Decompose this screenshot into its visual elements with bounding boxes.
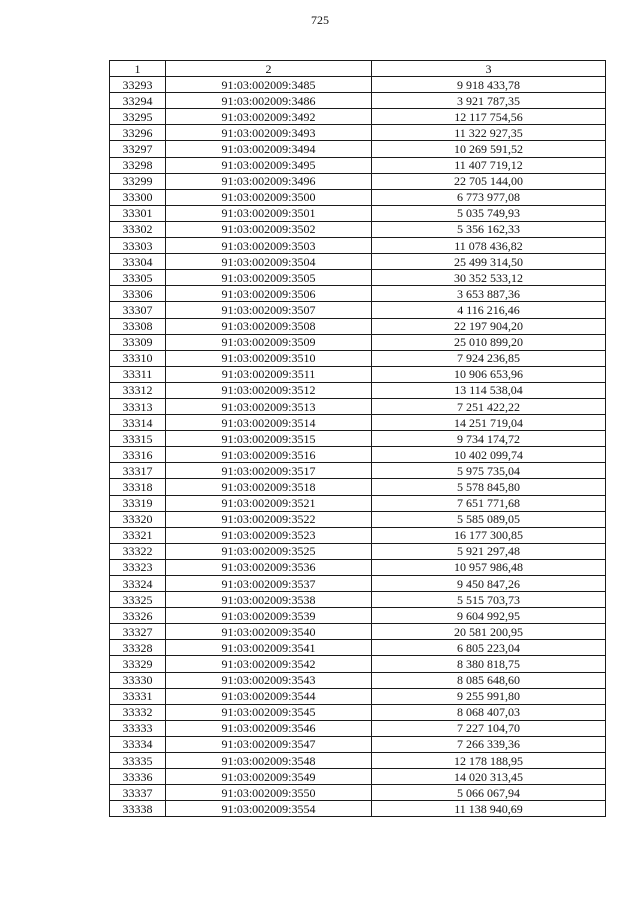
cadastral-value-cell: 7 266 339,36 bbox=[372, 736, 606, 752]
table-row bbox=[110, 334, 606, 350]
table-row bbox=[110, 270, 606, 286]
row-number-cell: 33311 bbox=[110, 366, 166, 382]
cadastral-value-cell: 30 352 533,12 bbox=[372, 270, 606, 286]
table-row bbox=[110, 672, 606, 688]
table-row bbox=[110, 688, 606, 704]
cadastral-value-cell: 11 322 927,35 bbox=[372, 125, 606, 141]
cadastral-value-cell: 5 035 749,93 bbox=[372, 205, 606, 221]
table-row bbox=[110, 125, 606, 141]
cadastral-value-cell: 5 578 845,80 bbox=[372, 479, 606, 495]
row-number-cell: 33304 bbox=[110, 254, 166, 270]
row-number-cell: 33294 bbox=[110, 93, 166, 109]
row-number-cell: 33300 bbox=[110, 189, 166, 205]
cadastral-value-cell: 14 020 313,45 bbox=[372, 769, 606, 785]
table-row bbox=[110, 382, 606, 398]
cadastral-number-cell: 91:03:002009:3501 bbox=[166, 205, 372, 221]
cadastral-value-cell: 12 178 188,95 bbox=[372, 753, 606, 769]
cadastral-value-cell: 5 921 297,48 bbox=[372, 543, 606, 559]
cadastral-value-cell: 16 177 300,85 bbox=[372, 527, 606, 543]
cadastral-number-cell: 91:03:002009:3503 bbox=[166, 238, 372, 254]
cadastral-number-cell: 91:03:002009:3485 bbox=[166, 77, 372, 93]
cadastral-value-cell: 11 078 436,82 bbox=[372, 238, 606, 254]
row-number-cell: 33313 bbox=[110, 398, 166, 414]
row-number-cell: 33334 bbox=[110, 736, 166, 752]
column-header-3: 3 bbox=[372, 61, 606, 77]
row-number-cell: 33309 bbox=[110, 334, 166, 350]
table-body bbox=[110, 77, 606, 817]
cadastral-value-cell: 3 653 887,36 bbox=[372, 286, 606, 302]
cadastral-number-cell: 91:03:002009:3540 bbox=[166, 624, 372, 640]
cadastral-value-cell: 5 975 735,04 bbox=[372, 463, 606, 479]
table-row bbox=[110, 366, 606, 382]
table-row bbox=[110, 592, 606, 608]
row-number-cell: 33338 bbox=[110, 801, 166, 817]
column-header-1: 1 bbox=[110, 61, 166, 77]
cadastral-value-cell: 5 585 089,05 bbox=[372, 511, 606, 527]
table-row bbox=[110, 801, 606, 817]
cadastral-value-cell: 7 924 236,85 bbox=[372, 350, 606, 366]
cadastral-number-cell: 91:03:002009:3547 bbox=[166, 736, 372, 752]
cadastral-number-cell: 91:03:002009:3522 bbox=[166, 511, 372, 527]
cadastral-number-cell: 91:03:002009:3541 bbox=[166, 640, 372, 656]
cadastral-number-cell: 91:03:002009:3496 bbox=[166, 173, 372, 189]
table-row bbox=[110, 205, 606, 221]
table-header bbox=[110, 61, 606, 77]
cadastral-value-cell: 8 380 818,75 bbox=[372, 656, 606, 672]
cadastral-number-cell: 91:03:002009:3506 bbox=[166, 286, 372, 302]
row-number-cell: 33319 bbox=[110, 495, 166, 511]
row-number-cell: 33321 bbox=[110, 527, 166, 543]
cadastral-number-cell: 91:03:002009:3518 bbox=[166, 479, 372, 495]
row-number-cell: 33293 bbox=[110, 77, 166, 93]
table-row bbox=[110, 431, 606, 447]
row-number-cell: 33315 bbox=[110, 431, 166, 447]
cadastral-number-cell: 91:03:002009:3537 bbox=[166, 576, 372, 592]
row-number-cell: 33323 bbox=[110, 559, 166, 575]
table-row bbox=[110, 704, 606, 720]
table-row bbox=[110, 720, 606, 736]
cadastral-number-cell: 91:03:002009:3486 bbox=[166, 93, 372, 109]
cadastral-value-cell: 9 255 991,80 bbox=[372, 688, 606, 704]
table-row bbox=[110, 753, 606, 769]
table-row bbox=[110, 769, 606, 785]
cadastral-value-cell: 25 010 899,20 bbox=[372, 334, 606, 350]
cadastral-number-cell: 91:03:002009:3510 bbox=[166, 350, 372, 366]
cadastral-value-cell: 6 773 977,08 bbox=[372, 189, 606, 205]
row-number-cell: 33310 bbox=[110, 350, 166, 366]
cadastral-value-cell: 4 116 216,46 bbox=[372, 302, 606, 318]
row-number-cell: 33307 bbox=[110, 302, 166, 318]
table-row bbox=[110, 350, 606, 366]
cadastral-number-cell: 91:03:002009:3505 bbox=[166, 270, 372, 286]
cadastral-number-cell: 91:03:002009:3493 bbox=[166, 125, 372, 141]
cadastral-number-cell: 91:03:002009:3512 bbox=[166, 382, 372, 398]
cadastral-number-cell: 91:03:002009:3517 bbox=[166, 463, 372, 479]
cadastral-value-cell: 8 068 407,03 bbox=[372, 704, 606, 720]
row-number-cell: 33316 bbox=[110, 447, 166, 463]
row-number-cell: 33332 bbox=[110, 704, 166, 720]
table-row bbox=[110, 93, 606, 109]
cadastral-number-cell: 91:03:002009:3539 bbox=[166, 608, 372, 624]
row-number-cell: 33337 bbox=[110, 785, 166, 801]
row-number-cell: 33317 bbox=[110, 463, 166, 479]
table-row bbox=[110, 238, 606, 254]
row-number-cell: 33312 bbox=[110, 382, 166, 398]
cadastral-number-cell: 91:03:002009:3546 bbox=[166, 720, 372, 736]
table-row bbox=[110, 318, 606, 334]
table-row bbox=[110, 576, 606, 592]
table-row bbox=[110, 221, 606, 237]
cadastral-number-cell: 91:03:002009:3500 bbox=[166, 189, 372, 205]
table-row bbox=[110, 77, 606, 93]
cadastral-number-cell: 91:03:002009:3516 bbox=[166, 447, 372, 463]
cadastral-number-cell: 91:03:002009:3508 bbox=[166, 318, 372, 334]
cadastral-value-cell: 3 921 787,35 bbox=[372, 93, 606, 109]
row-number-cell: 33328 bbox=[110, 640, 166, 656]
table-row bbox=[110, 302, 606, 318]
cadastral-value-cell: 9 604 992,95 bbox=[372, 608, 606, 624]
cadastral-value-cell: 9 450 847,26 bbox=[372, 576, 606, 592]
cadastral-value-cell: 13 114 538,04 bbox=[372, 382, 606, 398]
row-number-cell: 33331 bbox=[110, 688, 166, 704]
cadastral-value-cell: 10 957 986,48 bbox=[372, 559, 606, 575]
row-number-cell: 33322 bbox=[110, 543, 166, 559]
table-row bbox=[110, 527, 606, 543]
table-row bbox=[110, 415, 606, 431]
cadastral-number-cell: 91:03:002009:3507 bbox=[166, 302, 372, 318]
cadastral-number-cell: 91:03:002009:3513 bbox=[166, 398, 372, 414]
cadastral-number-cell: 91:03:002009:3523 bbox=[166, 527, 372, 543]
row-number-cell: 33326 bbox=[110, 608, 166, 624]
cadastral-number-cell: 91:03:002009:3549 bbox=[166, 769, 372, 785]
row-number-cell: 33330 bbox=[110, 672, 166, 688]
row-number-cell: 33308 bbox=[110, 318, 166, 334]
row-number-cell: 33324 bbox=[110, 576, 166, 592]
table-row bbox=[110, 543, 606, 559]
cadastral-number-cell: 91:03:002009:3538 bbox=[166, 592, 372, 608]
row-number-cell: 33335 bbox=[110, 753, 166, 769]
table-row bbox=[110, 559, 606, 575]
table-row bbox=[110, 785, 606, 801]
table-row bbox=[110, 286, 606, 302]
row-number-cell: 33297 bbox=[110, 141, 166, 157]
cadastral-number-cell: 91:03:002009:3504 bbox=[166, 254, 372, 270]
cadastral-value-cell: 9 918 433,78 bbox=[372, 77, 606, 93]
cadastral-number-cell: 91:03:002009:3492 bbox=[166, 109, 372, 125]
header-row bbox=[110, 61, 606, 77]
cadastral-value-cell: 25 499 314,50 bbox=[372, 254, 606, 270]
cadastral-number-cell: 91:03:002009:3544 bbox=[166, 688, 372, 704]
cadastral-number-cell: 91:03:002009:3542 bbox=[166, 656, 372, 672]
table-row bbox=[110, 656, 606, 672]
table-row bbox=[110, 479, 606, 495]
cadastral-number-cell: 91:03:002009:3515 bbox=[166, 431, 372, 447]
table-row bbox=[110, 624, 606, 640]
cadastral-number-cell: 91:03:002009:3545 bbox=[166, 704, 372, 720]
row-number-cell: 33320 bbox=[110, 511, 166, 527]
table-row bbox=[110, 495, 606, 511]
row-number-cell: 33333 bbox=[110, 720, 166, 736]
cadastral-number-cell: 91:03:002009:3554 bbox=[166, 801, 372, 817]
cadastral-value-cell: 22 197 904,20 bbox=[372, 318, 606, 334]
cadastral-value-cell: 8 085 648,60 bbox=[372, 672, 606, 688]
table-row bbox=[110, 511, 606, 527]
cadastral-value-cell: 7 251 422,22 bbox=[372, 398, 606, 414]
page-number: 725 bbox=[311, 13, 329, 27]
row-number-cell: 33325 bbox=[110, 592, 166, 608]
row-number-cell: 33327 bbox=[110, 624, 166, 640]
cadastral-value-cell: 6 805 223,04 bbox=[372, 640, 606, 656]
row-number-cell: 33303 bbox=[110, 238, 166, 254]
column-header-2: 2 bbox=[166, 61, 372, 77]
cadastral-value-cell: 5 066 067,94 bbox=[372, 785, 606, 801]
cadastral-value-cell: 5 515 703,73 bbox=[372, 592, 606, 608]
row-number-cell: 33305 bbox=[110, 270, 166, 286]
cadastral-number-cell: 91:03:002009:3521 bbox=[166, 495, 372, 511]
cadastral-number-cell: 91:03:002009:3502 bbox=[166, 221, 372, 237]
cadastral-value-cell: 10 402 099,74 bbox=[372, 447, 606, 463]
table-row bbox=[110, 608, 606, 624]
table-row bbox=[110, 398, 606, 414]
cadastral-number-cell: 91:03:002009:3495 bbox=[166, 157, 372, 173]
cadastral-value-cell: 10 269 591,52 bbox=[372, 141, 606, 157]
cadastral-value-cell: 11 138 940,69 bbox=[372, 801, 606, 817]
table-row bbox=[110, 463, 606, 479]
table-row bbox=[110, 157, 606, 173]
row-number-cell: 33314 bbox=[110, 415, 166, 431]
cadastral-number-cell: 91:03:002009:3525 bbox=[166, 543, 372, 559]
cadastral-value-cell: 10 906 653,96 bbox=[372, 366, 606, 382]
cadastral-value-cell: 22 705 144,00 bbox=[372, 173, 606, 189]
row-number-cell: 33329 bbox=[110, 656, 166, 672]
cadastral-number-cell: 91:03:002009:3550 bbox=[166, 785, 372, 801]
row-number-cell: 33302 bbox=[110, 221, 166, 237]
cadastral-value-cell: 14 251 719,04 bbox=[372, 415, 606, 431]
cadastral-value-cell: 12 117 754,56 bbox=[372, 109, 606, 125]
cadastral-value-cell: 7 651 771,68 bbox=[372, 495, 606, 511]
cadastral-number-cell: 91:03:002009:3548 bbox=[166, 753, 372, 769]
cadastral-number-cell: 91:03:002009:3494 bbox=[166, 141, 372, 157]
cadastral-number-cell: 91:03:002009:3543 bbox=[166, 672, 372, 688]
cadastral-number-cell: 91:03:002009:3511 bbox=[166, 366, 372, 382]
table-row bbox=[110, 141, 606, 157]
row-number-cell: 33306 bbox=[110, 286, 166, 302]
table-row bbox=[110, 254, 606, 270]
table-row bbox=[110, 189, 606, 205]
row-number-cell: 33336 bbox=[110, 769, 166, 785]
cadastral-number-cell: 91:03:002009:3514 bbox=[166, 415, 372, 431]
table-row bbox=[110, 640, 606, 656]
row-number-cell: 33298 bbox=[110, 157, 166, 173]
cadastral-value-cell: 5 356 162,33 bbox=[372, 221, 606, 237]
cadastral-number-cell: 91:03:002009:3536 bbox=[166, 559, 372, 575]
row-number-cell: 33301 bbox=[110, 205, 166, 221]
cadastral-value-cell: 11 407 719,12 bbox=[372, 157, 606, 173]
table-row bbox=[110, 447, 606, 463]
row-number-cell: 33299 bbox=[110, 173, 166, 189]
cadastral-value-table bbox=[109, 60, 606, 817]
row-number-cell: 33295 bbox=[110, 109, 166, 125]
row-number-cell: 33296 bbox=[110, 125, 166, 141]
cadastral-number-cell: 91:03:002009:3509 bbox=[166, 334, 372, 350]
row-number-cell: 33318 bbox=[110, 479, 166, 495]
cadastral-value-cell: 9 734 174,72 bbox=[372, 431, 606, 447]
cadastral-value-cell: 20 581 200,95 bbox=[372, 624, 606, 640]
table-row bbox=[110, 173, 606, 189]
table-row bbox=[110, 109, 606, 125]
table-row bbox=[110, 736, 606, 752]
cadastral-value-cell: 7 227 104,70 bbox=[372, 720, 606, 736]
